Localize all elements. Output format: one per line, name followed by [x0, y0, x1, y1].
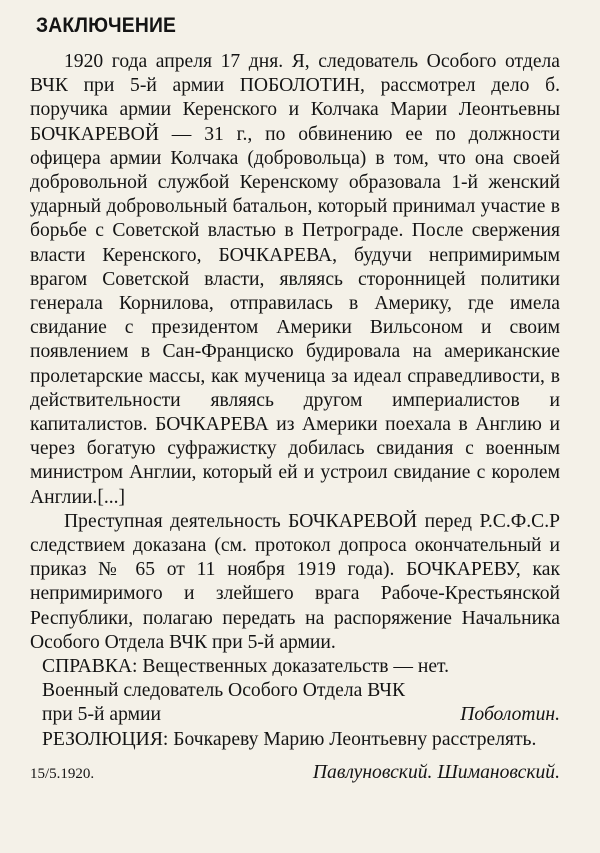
resolution-line: РЕЗОЛЮЦИЯ: Бочкареву Марию Леонтьевну расстрелять. — [42, 728, 537, 750]
investigator-row — [30, 703, 560, 727]
investigator-unit: при 5-й армии — [42, 704, 161, 726]
final-signatures: Павлуновский. Шимановский. — [312, 761, 560, 783]
paragraph-verdict: Преступная деятельность БОЧКАРЕВОЙ перед Р.С.Ф.С.Р следствием доказана (см. протокол допроса окончательный и приказ № 65 от 11 ноября 1919 года). БОЧКАРЕВУ, как непримиримого и злейшего врага Рабоче-Крестьянской Республики, полагаю передать на распоряжение Начальника Особого Отдела ВЧК при 5-й армии. — [30, 510, 560, 653]
document-heading: ЗАКЛЮЧЕНИЕ — [36, 14, 177, 37]
footer-row — [30, 762, 560, 784]
reference-line: СПРАВКА: Вещественных доказательств — нет. — [42, 656, 450, 678]
investigator-signature: Поболотин. — [460, 704, 560, 726]
document-date: 15/5.1920. — [30, 765, 95, 782]
investigator-title: Военный следователь Особого Отдела ВЧК — [42, 680, 406, 702]
paragraph-conclusion: 1920 года апреля 17 дня. Я, следователь Особого отдела ВЧК при 5-й армии ПОБОЛОТИН, рассмотрел дело б. поручика армии Керенского и Колчака Марии Леонтьевны БОЧКАРЕВОЙ — 31 г., по обвинению ее по должности офицера армии Колчака (добровольца) в том, что она своей добровольной службой Керенскому образовала 1-й женский ударный добровольный батальон, который принимал участие в борьбе с Советской властью в Петрограде. После свержения власти Керенского, БОЧКАРЕВА, будучи непримиримым врагом Советской власти, являясь сторонницей политики генерала Корнилова, отправилась в Америку, где имела свидание с президентом Америки Вильсоном и своим появлением в Сан-Франциско будировала на американские пролетарские массы, как мученица за идеал справедливости, в действительности являясь другом империалистов и капиталистов. БОЧКАРЕВА из Америки поехала в Англию и через богатую суфражистку добилась свидания с военным министром Англии, который ей и устроил свидание с королем Англии.[...] — [30, 51, 560, 508]
